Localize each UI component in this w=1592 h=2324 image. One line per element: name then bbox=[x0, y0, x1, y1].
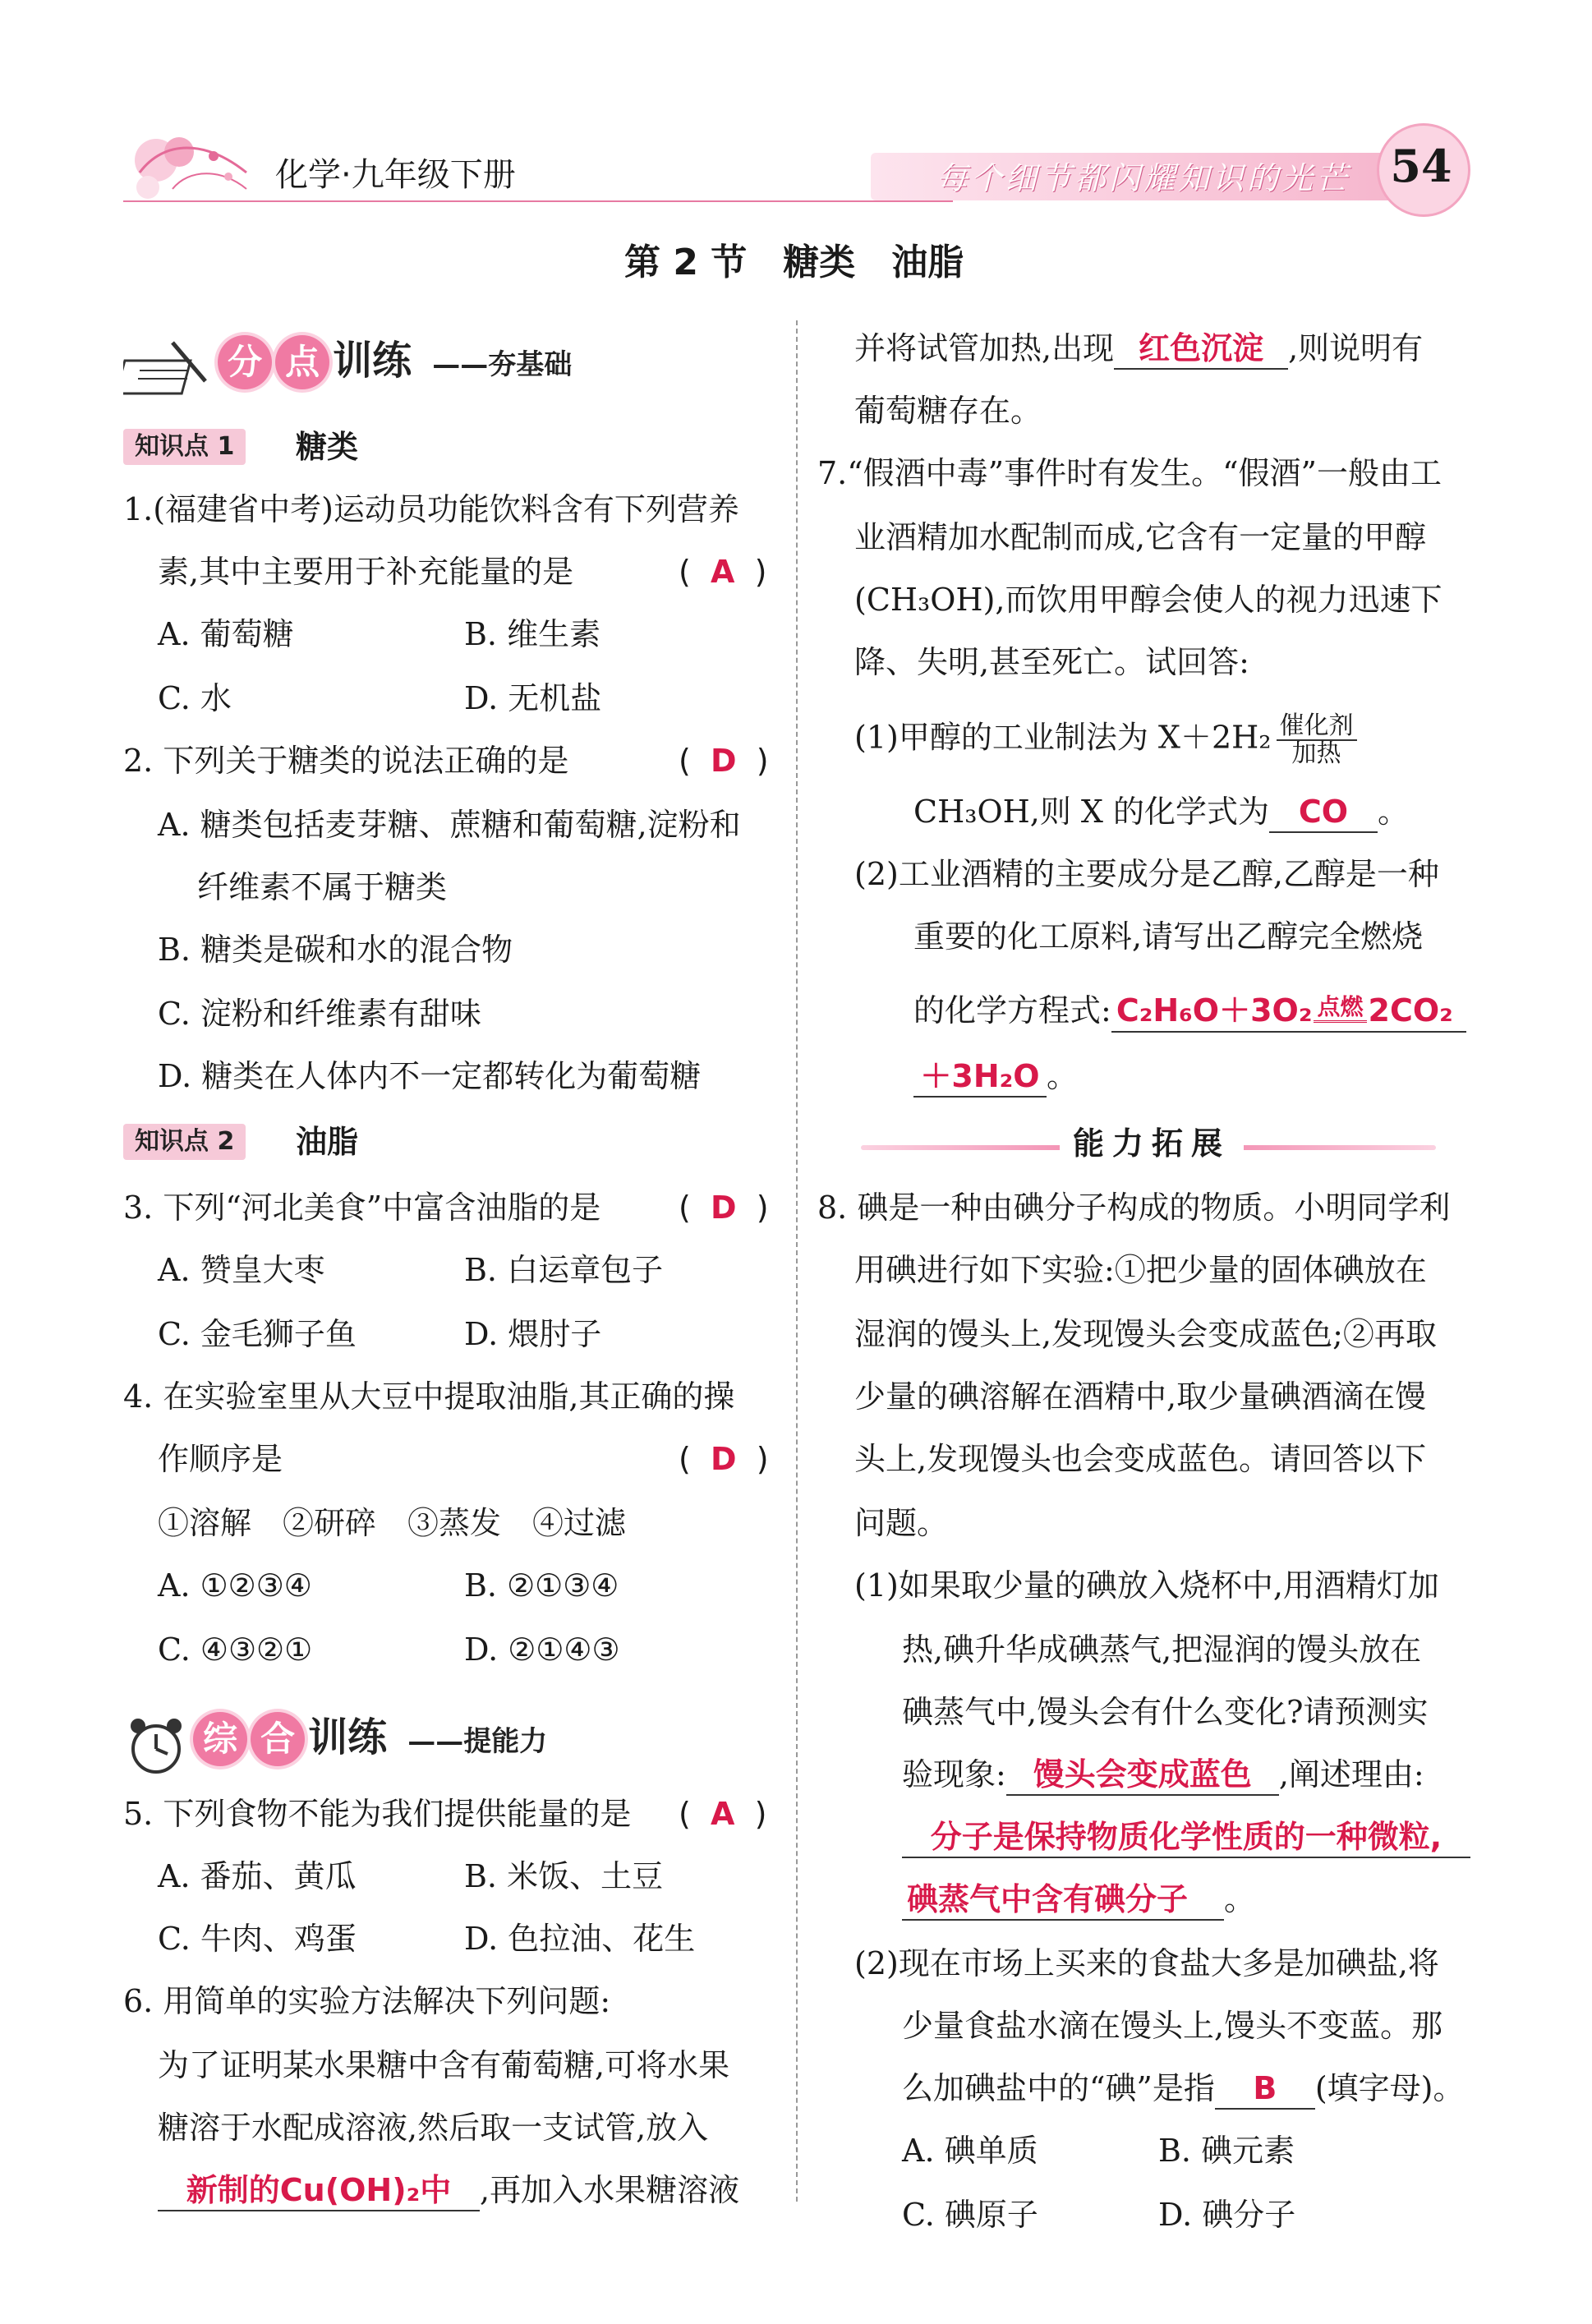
q7-ignite-label: 点燃 bbox=[1314, 994, 1366, 1023]
q7-catalyst-label: 催化剂 bbox=[1277, 713, 1357, 741]
kp1-tag: 知识点 1 bbox=[123, 429, 246, 465]
q1-option-c: C. 水 bbox=[158, 680, 232, 716]
kp1-title: 糖类 bbox=[296, 429, 359, 465]
q8-part1-line2: 热,碘升华成碘蒸气,把湿润的馒头放在 bbox=[902, 1631, 1422, 1668]
q6-line1: 6. 用简单的实验方法解决下列问题: bbox=[123, 1983, 611, 2019]
q7-part2-line3 bbox=[913, 991, 1466, 1033]
q6-line5-before: 并将试管加热,出现 bbox=[854, 330, 1115, 366]
kp2-tag: 知识点 2 bbox=[123, 1124, 246, 1160]
q1-answer: A bbox=[711, 554, 735, 590]
q3-line1: 3. 下列“河北美食”中富含油脂的是 bbox=[123, 1190, 601, 1226]
q8-part1-answer1: 馒头会变成蓝色 bbox=[1006, 1755, 1279, 1796]
q2-option-a-2: 纤维素不属于糖类 bbox=[197, 869, 448, 905]
q8-part1-prefix: 验现象: bbox=[902, 1756, 1006, 1792]
section2-bubble-1: 综 bbox=[193, 1712, 247, 1766]
section1-heading bbox=[123, 329, 572, 403]
q7-eq-condition bbox=[1314, 994, 1366, 1031]
q8-option-c: C. 碘原子 bbox=[902, 2197, 1038, 2233]
header-subject: 化学·九年级下册 bbox=[275, 156, 516, 194]
q3-option-c: C. 金毛狮子鱼 bbox=[158, 1316, 357, 1352]
q6-line3: 糖溶于水配成溶液,然后取一支试管,放入 bbox=[158, 2110, 709, 2146]
q5-answer-paren: ( A ) bbox=[679, 1796, 767, 1832]
q8-part1-line1: (1)如果取少量的碘放入烧杯中,用酒精灯加 bbox=[854, 1567, 1439, 1604]
q5-line1: 5. 下列食物不能为我们提供能量的是 bbox=[123, 1796, 632, 1832]
q7-part2-prefix: 的化学方程式: bbox=[913, 992, 1111, 1029]
q4-option-d: D. ②①④③ bbox=[464, 1631, 620, 1668]
q2-line1: 2. 下列关于糖类的说法正确的是 bbox=[123, 743, 569, 779]
page-number: 54 bbox=[1390, 140, 1452, 192]
page-title: 第 2 节 糖类 油脂 bbox=[624, 242, 964, 283]
q7-part2-end: 。 bbox=[1047, 1058, 1079, 1094]
q7-part1-line2 bbox=[913, 792, 1409, 833]
q7-line1: 7.“假酒中毒”事件时有发生。“假酒”一般由工 bbox=[817, 455, 1442, 491]
q6-blank1: 新制的Cu(OH)₂中 bbox=[158, 2170, 480, 2211]
q5-option-a: A. 番茄、黄瓜 bbox=[158, 1858, 357, 1894]
q8-line2: 用碘进行如下实验:①把少量的固体碘放在 bbox=[854, 1252, 1427, 1288]
q8-part1-line3: 碘蒸气中,馒头会有什么变化?请预测实 bbox=[902, 1694, 1429, 1730]
q7-part1-answer: CO bbox=[1269, 792, 1378, 833]
q8-part1-line5 bbox=[902, 1817, 1470, 1858]
q8-line6: 问题。 bbox=[854, 1505, 949, 1541]
q8-part1-answer2a: 分子是保持物质化学性质的一种微粒, bbox=[902, 1817, 1470, 1858]
q2-option-c: C. 淀粉和纤维素有甜味 bbox=[158, 996, 481, 1032]
q4-option-a: A. ①②③④ bbox=[158, 1567, 312, 1604]
q8-option-b: B. 碘元素 bbox=[1158, 2133, 1295, 2169]
column-divider bbox=[796, 320, 798, 2202]
q8-part2-line3 bbox=[902, 2069, 1465, 2110]
q2-option-d: D. 糖类在人体内不一定都转化为葡萄糖 bbox=[158, 1058, 702, 1094]
q7-part2-equation bbox=[1111, 991, 1466, 1033]
q8-line3: 湿润的馒头上,发现馒头会变成蓝色;②再取 bbox=[854, 1316, 1437, 1352]
q8-part2-line1: (2)现在市场上买来的食盐大多是加碘盐,将 bbox=[854, 1945, 1439, 1981]
q7-part1-end: 。 bbox=[1378, 794, 1410, 830]
q8-part1-end: 。 bbox=[1224, 1881, 1256, 1917]
q5-option-b: B. 米饭、土豆 bbox=[464, 1858, 664, 1894]
q7-line4: 降、失明,甚至死亡。试回答: bbox=[854, 644, 1249, 680]
q4-answer: D bbox=[711, 1441, 737, 1477]
q6-blank2: 红色沉淀 bbox=[1114, 329, 1288, 370]
q7-part1-condition bbox=[1277, 713, 1357, 767]
q6-line4-after: ,再加入水果糖溶液 bbox=[480, 2172, 740, 2208]
section2-heading bbox=[123, 1705, 547, 1779]
q8-part2-line2: 少量食盐水滴在馒头上,馒头不变蓝。那 bbox=[902, 2008, 1443, 2044]
q7-part2-line2: 重要的化工原料,请写出乙醇完全燃烧 bbox=[913, 918, 1424, 955]
q7-part1-line1 bbox=[854, 713, 1362, 767]
q7-eq-products: 2CO₂ bbox=[1368, 992, 1453, 1029]
q6-line5 bbox=[854, 329, 1423, 370]
alarm-clock-icon bbox=[123, 1713, 189, 1782]
q5-answer: A bbox=[711, 1796, 735, 1832]
q6-line2: 为了证明某水果糖中含有葡萄糖,可将水果 bbox=[158, 2047, 730, 2083]
q7-part2-line4 bbox=[913, 1056, 1078, 1098]
q2-option-b: B. 糖类是碳和水的混合物 bbox=[158, 932, 513, 968]
section1-subtitle: ——夯基础 bbox=[432, 348, 573, 381]
ability-title: 能力拓展 bbox=[1060, 1124, 1244, 1163]
q1-option-d: D. 无机盐 bbox=[464, 680, 602, 716]
q8-part2-answer: B bbox=[1215, 2069, 1315, 2110]
q8-option-a: A. 碘单质 bbox=[902, 2133, 1038, 2169]
q1-answer-paren: ( A ) bbox=[679, 554, 767, 590]
q3-answer-paren: ( D ) bbox=[679, 1190, 769, 1226]
q8-line5: 头上,发现馒头也会变成蓝色。请回答以下 bbox=[854, 1441, 1427, 1477]
q2-answer-paren: ( D ) bbox=[679, 743, 769, 779]
q8-option-d: D. 碘分子 bbox=[1158, 2197, 1296, 2233]
header-slogan: 每个细节都闪耀知识的光芒 bbox=[936, 160, 1351, 196]
q8-line4: 少量的碘溶解在酒精中,取少量碘酒滴在馒 bbox=[854, 1378, 1427, 1415]
q8-part2-prefix: 么加碘盐中的“碘”是指 bbox=[902, 2070, 1215, 2106]
notebook-icon bbox=[123, 336, 214, 405]
q7-part1-text: CH₃OH,则 X 的化学式为 bbox=[913, 794, 1270, 830]
section2-title: 训练 bbox=[308, 1714, 388, 1760]
q3-answer: D bbox=[711, 1190, 737, 1226]
q4-line2: 作顺序是 bbox=[158, 1441, 283, 1477]
q7-eq-reactants: C₂H₆O＋3O₂ bbox=[1116, 992, 1313, 1029]
q7-heat-label: 加热 bbox=[1291, 739, 1341, 768]
q6-line6: 葡萄糖存在。 bbox=[854, 393, 1042, 429]
q4-answer-paren: ( D ) bbox=[679, 1441, 769, 1477]
section1-bubble-1: 分 bbox=[218, 335, 272, 389]
q8-part1-after: ,阐述理由: bbox=[1278, 1756, 1424, 1792]
q3-option-a: A. 赞皇大枣 bbox=[158, 1252, 325, 1288]
q7-line3: (CH₃OH),而饮用甲醇会使人的视力迅速下 bbox=[854, 582, 1442, 618]
section2-bubble-2: 合 bbox=[251, 1712, 305, 1766]
q7-line2: 业酒精加水配制而成,它含有一定量的甲醇 bbox=[854, 519, 1427, 555]
q5-option-d: D. 色拉油、花生 bbox=[464, 1921, 696, 1957]
q2-answer: D bbox=[711, 743, 737, 779]
q2-option-a-1: A. 糖类包括麦芽糖、蔗糖和葡萄糖,淀粉和 bbox=[158, 807, 741, 843]
section1-bubble-2: 点 bbox=[275, 335, 329, 389]
q4-steps: ①溶解 ②研碎 ③蒸发 ④过滤 bbox=[158, 1505, 627, 1541]
q7-part1-equation-left: (1)甲醇的工业制法为 X＋2H₂ bbox=[854, 719, 1272, 756]
q3-option-d: D. 煨肘子 bbox=[464, 1316, 602, 1352]
section2-subtitle: ——提能力 bbox=[407, 1725, 548, 1758]
q1-option-a: A. 葡萄糖 bbox=[158, 616, 294, 652]
q7-part2-equation-cont: ＋3H₂O bbox=[913, 1056, 1047, 1098]
q1-line1: 1.(福建省中考)运动员功能饮料含有下列营养 bbox=[123, 491, 739, 527]
q4-option-c: C. ④③②① bbox=[158, 1631, 313, 1668]
header-rule bbox=[123, 200, 953, 202]
q6-line5-after: ,则说明有 bbox=[1288, 330, 1424, 366]
q8-part1-line6 bbox=[902, 1880, 1255, 1921]
q3-option-b: B. 白运章包子 bbox=[464, 1252, 664, 1288]
q8-part1-answer2b: 碘蒸气中含有碘分子 bbox=[902, 1880, 1224, 1921]
section1-title: 训练 bbox=[333, 338, 412, 384]
q5-option-c: C. 牛肉、鸡蛋 bbox=[158, 1921, 357, 1957]
q4-option-b: B. ②①③④ bbox=[464, 1567, 619, 1604]
q8-line1: 8. 碘是一种由碘分子构成的物质。小明同学利 bbox=[817, 1190, 1451, 1226]
q8-part2-after: (填字母)。 bbox=[1314, 2070, 1465, 2106]
kp2-title: 油脂 bbox=[296, 1124, 359, 1160]
q1-option-b: B. 维生素 bbox=[464, 616, 601, 652]
q1-line2: 素,其中主要用于补充能量的是 bbox=[158, 554, 574, 590]
q7-part2-line1: (2)工业酒精的主要成分是乙醇,乙醇是一种 bbox=[854, 856, 1439, 892]
q8-part1-line4 bbox=[902, 1755, 1424, 1796]
q4-line1: 4. 在实验室里从大豆中提取油脂,其正确的操 bbox=[123, 1378, 735, 1415]
q6-line4 bbox=[158, 2170, 739, 2211]
